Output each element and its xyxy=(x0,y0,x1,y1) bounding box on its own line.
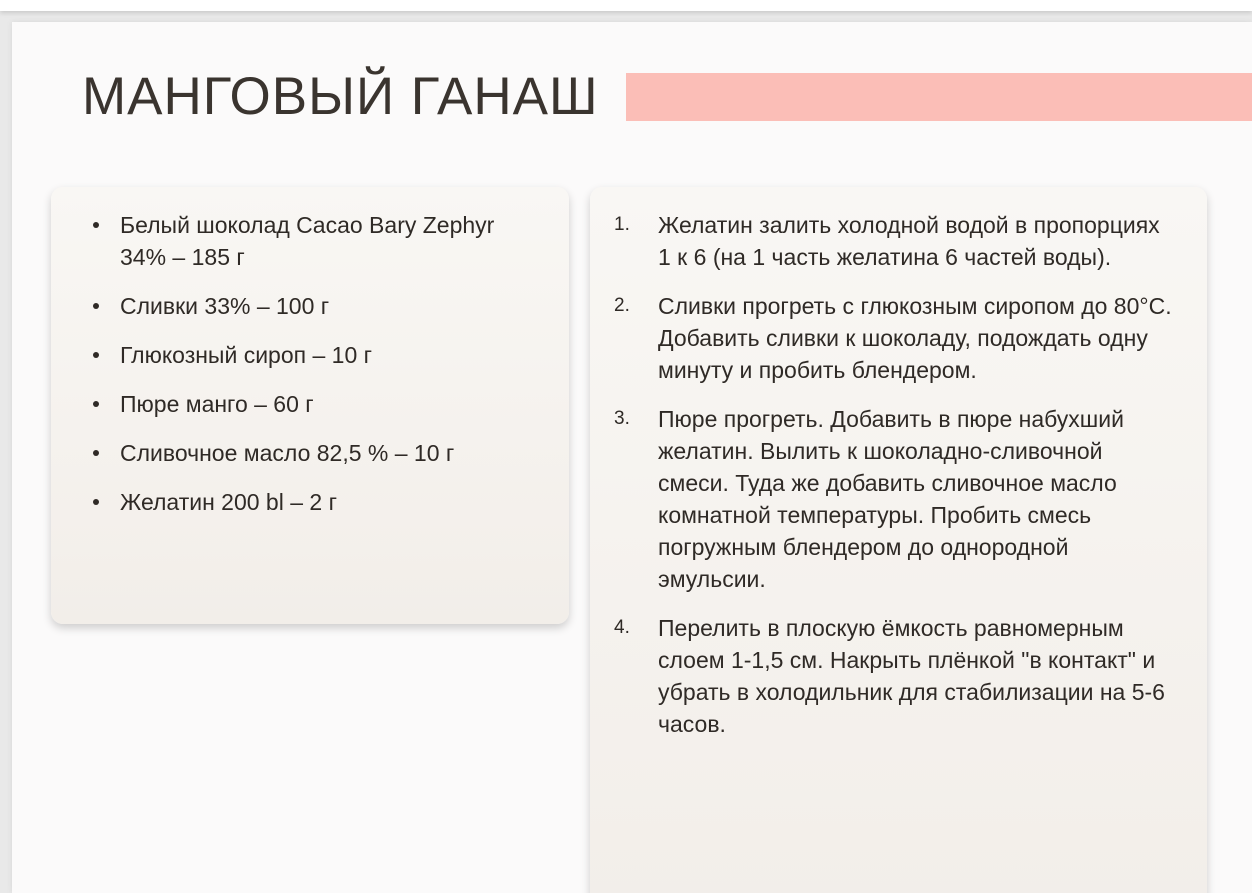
ingredient-text: Глюкозный сироп – 10 г xyxy=(120,342,373,368)
step-text: Перелить в плоскую ёмкость равномерным слоем 1-1,5 см. Накрыть плёнкой "в контакт" и убрать в холодильник для стабилизации на 5-6 часов. xyxy=(658,615,1165,737)
ingredient-item xyxy=(93,437,513,469)
bullet-icon xyxy=(93,499,99,505)
ingredient-item xyxy=(93,388,513,420)
bullet-icon xyxy=(93,450,99,456)
ingredient-item xyxy=(93,209,513,273)
steps-list xyxy=(614,209,1174,757)
previous-page-edge xyxy=(0,0,1252,11)
ingredient-text: Сливочное масло 82,5 % – 10 г xyxy=(120,440,455,466)
ingredient-item xyxy=(93,290,513,322)
ingredient-text: Пюре манго – 60 г xyxy=(120,391,314,417)
ingredient-item xyxy=(93,486,513,518)
bullet-icon xyxy=(93,222,99,228)
ingredient-text: Белый шоколад Cacao Bary Zephyr 34% – 185 г xyxy=(120,212,495,270)
ingredients-card xyxy=(51,187,569,624)
step-text: Сливки прогреть с глюкозным сиропом до 80°С. Добавить сливки к шоколаду, подождать одну минуту и пробить блендером. xyxy=(658,293,1172,383)
step-text: Пюре прогреть. Добавить в пюре набухший желатин. Вылить к шоколадно-сливочной смеси. Туда же добавить сливочное масло комнатной температуры. Пробить смесь погружным блендером до однородной эмульсии. xyxy=(658,406,1124,592)
bullet-icon xyxy=(93,303,99,309)
step-number: 2. xyxy=(614,295,630,316)
step-number: 1. xyxy=(614,214,630,235)
bullet-icon xyxy=(93,352,99,358)
title-accent-bar xyxy=(626,73,1252,121)
step-item xyxy=(614,612,1174,740)
ingredient-item xyxy=(93,339,513,371)
step-number: 3. xyxy=(614,408,630,429)
step-item xyxy=(614,403,1174,595)
ingredient-text: Сливки 33% – 100 г xyxy=(120,293,330,319)
step-item xyxy=(614,209,1174,273)
ingredient-text: Желатин 200 bl – 2 г xyxy=(120,489,337,515)
step-text: Желатин залить холодной водой в пропорциях 1 к 6 (на 1 часть желатина 6 частей воды). xyxy=(658,212,1160,270)
step-number: 4. xyxy=(614,617,630,638)
steps-card xyxy=(590,187,1207,893)
recipe-page xyxy=(12,22,1252,893)
page-title: МАНГОВЫЙ ГАНАШ xyxy=(82,67,599,126)
bullet-icon xyxy=(93,401,99,407)
step-item xyxy=(614,290,1174,386)
ingredients-list xyxy=(93,209,513,535)
